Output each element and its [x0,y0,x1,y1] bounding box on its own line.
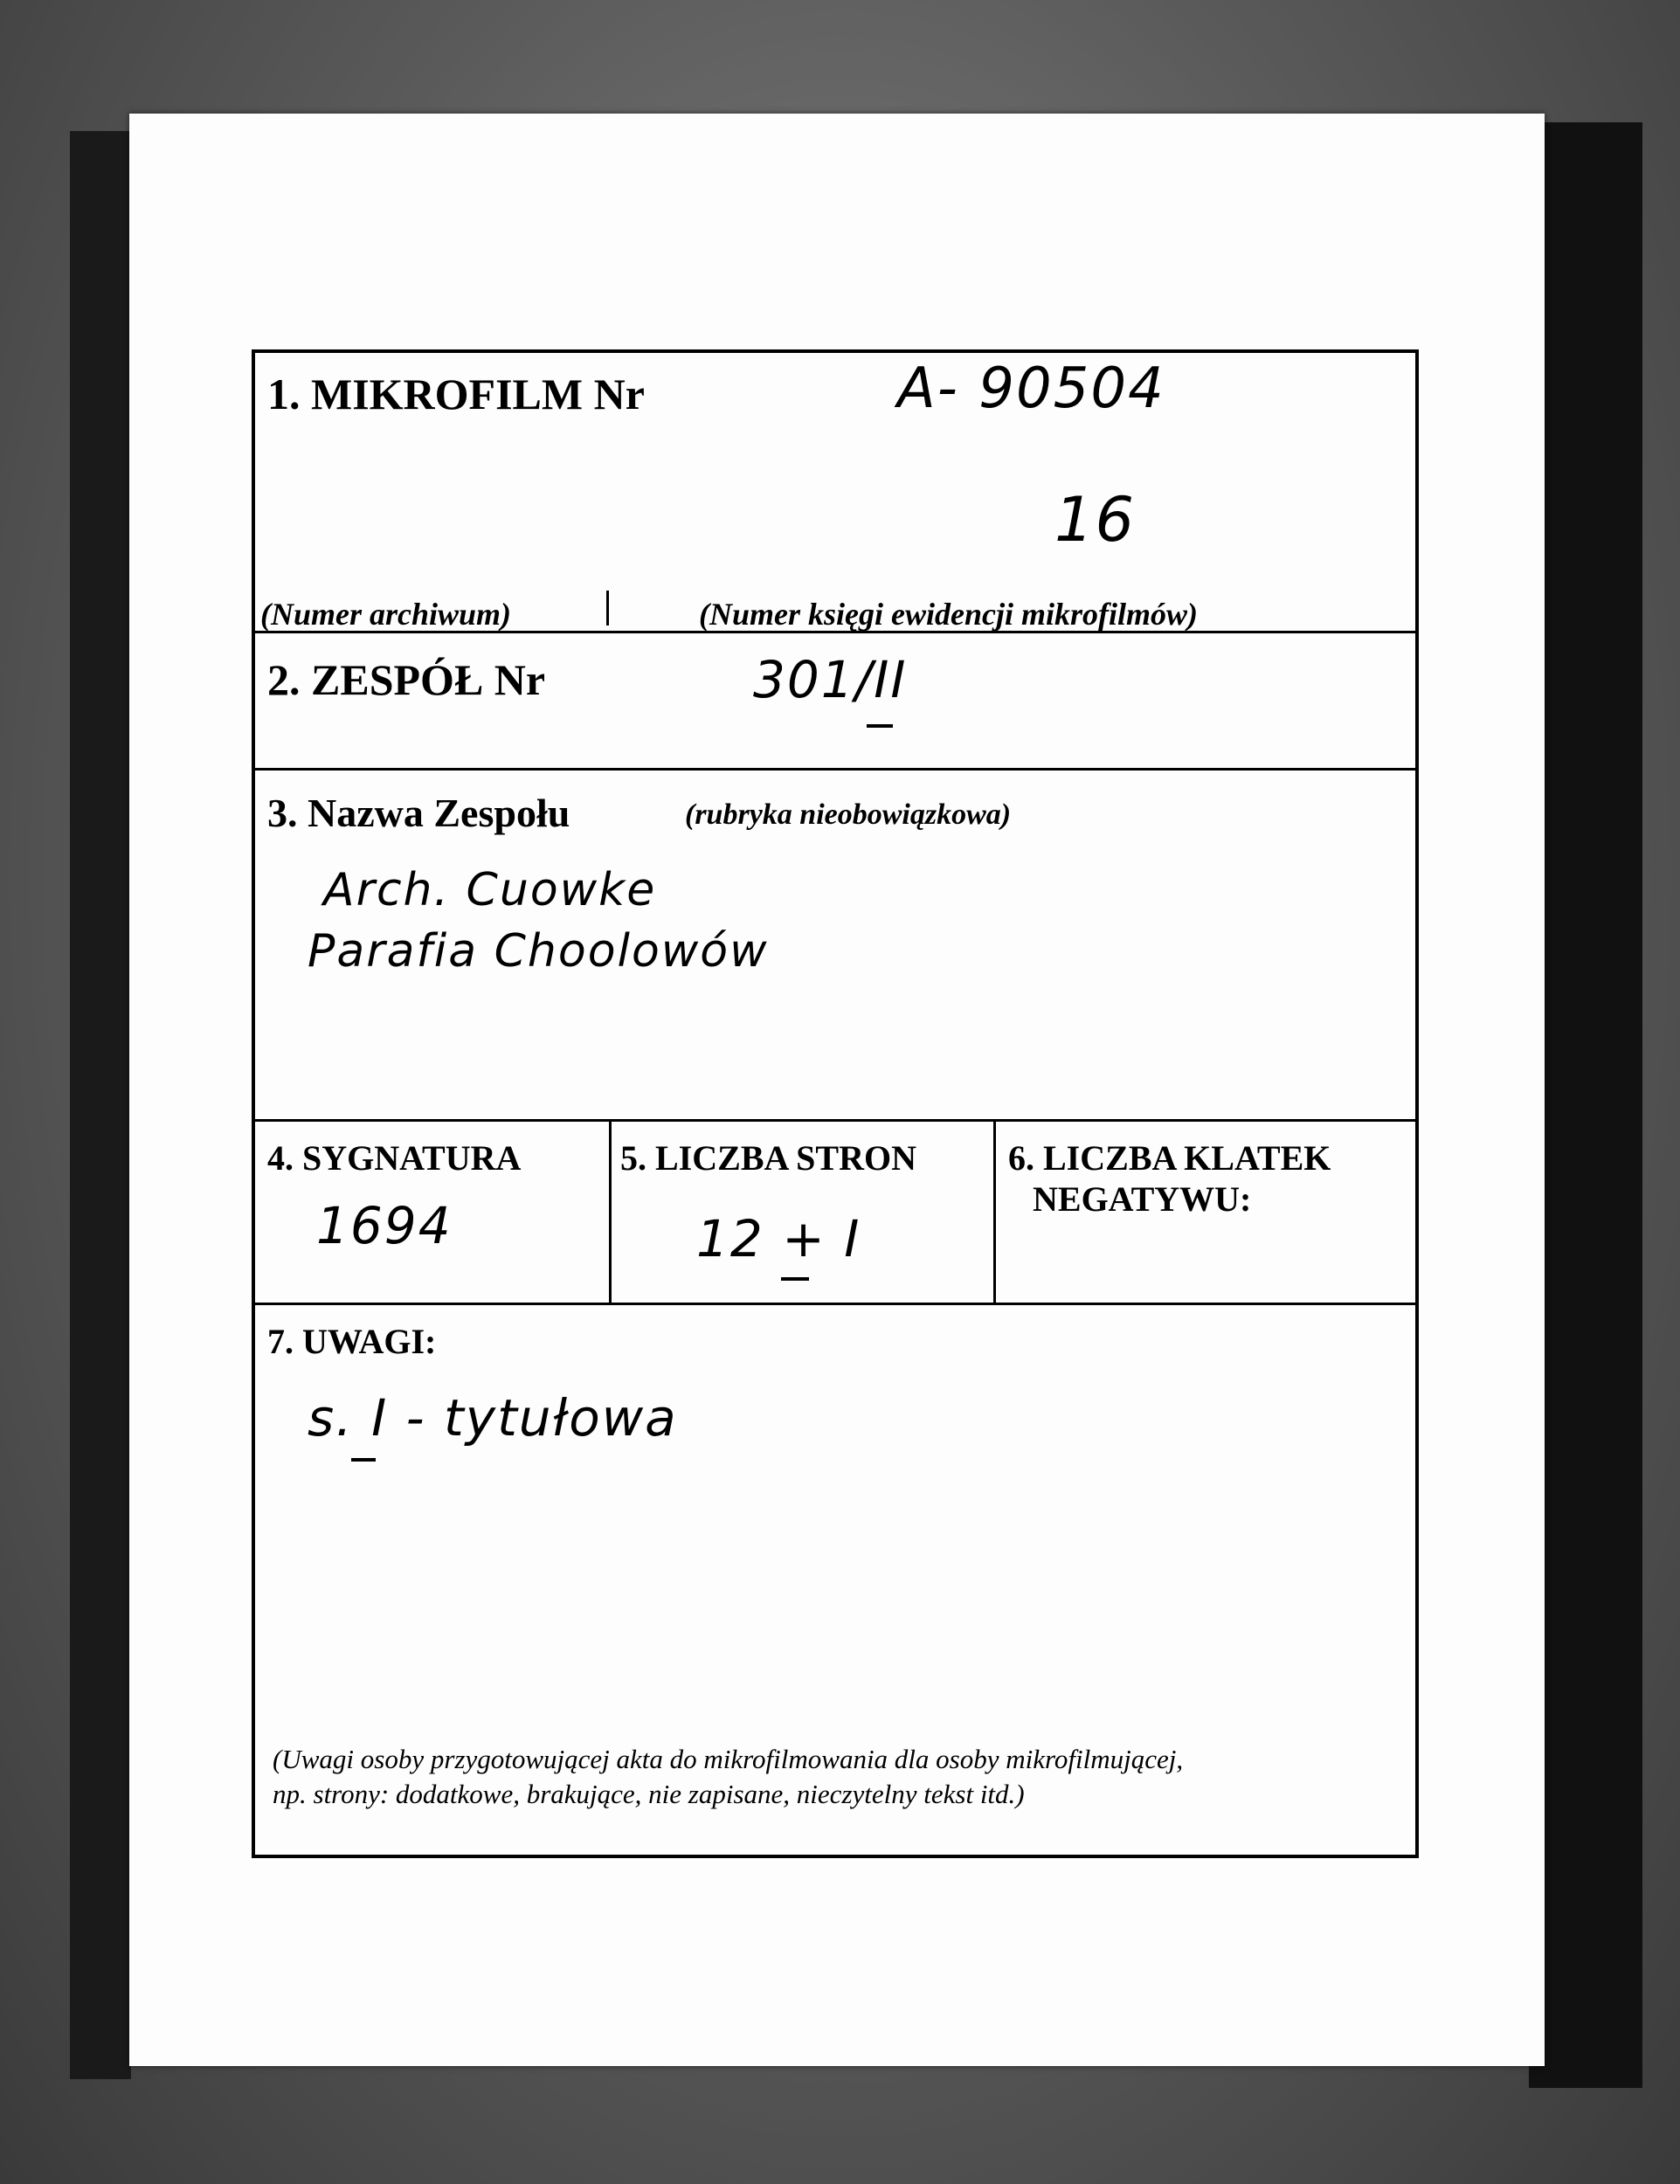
scan-shadow-right [1529,122,1642,2088]
remarks-label: 7. UWAGI: [267,1322,437,1361]
column-divider-1 [609,1119,612,1303]
handwritten-ledger-number: 16 [1054,484,1137,556]
handwritten-signature: 1694 [316,1196,453,1255]
fond-number-label: 2. ZESPÓŁ Nr [267,655,546,704]
handwritten-fond-name-line1: Arch. Cuowke [323,864,657,916]
underline-mark [867,724,893,728]
fond-name-label: 3. Nazwa Zespołu [267,791,570,835]
underline-mark-3 [351,1458,376,1462]
microfilm-number-label: 1. MIKROFILM Nr [267,370,645,418]
divider-4 [255,1303,1415,1305]
column-divider-2 [993,1119,996,1303]
fond-name-optional-note: (rubryka nieobowiązkowa) [685,798,1012,831]
remarks-footer-note-line2: np. strony: dodatkowe, brakujące, nie zapisane, nieczytelny tekst itd.) [273,1779,1025,1809]
handwritten-microfilm-number: A- 90504 [897,356,1165,421]
microfilm-form [252,349,1419,1858]
divider-1 [255,631,1415,633]
divider-3 [255,1119,1415,1122]
handwritten-page-count: 12 + I [696,1209,861,1268]
remarks-footer-note [273,1742,1408,1812]
handwritten-fond-name-line2: Parafia Choolowów [308,925,769,978]
remarks-footer-note-line1: (Uwagi osoby przygotowującej akta do mikrofilmowania dla osoby mikrofilmującej, [273,1744,1184,1774]
underline-mark-2 [781,1277,809,1281]
page-count-label: 5. LICZBA STRON [620,1138,916,1178]
archive-number-caption: (Numer archiwum) [260,597,512,632]
signature-label: 4. SYGNATURA [267,1138,522,1178]
handwritten-fond-number: 301/II [753,650,908,709]
microfilm-card [129,114,1545,2066]
negative-frames-label-line1: 6. LICZBA KLATEK [1008,1138,1331,1178]
divider-2 [255,768,1415,771]
ledger-number-caption: (Numer księgi ewidencji mikrofilmów) [699,597,1198,632]
negative-frames-label-line2: NEGATYWU: [1033,1179,1252,1219]
caption-divider [606,591,609,625]
handwritten-remarks: s. I - tytułowa [308,1388,678,1448]
scan-shadow-left [70,131,131,2079]
